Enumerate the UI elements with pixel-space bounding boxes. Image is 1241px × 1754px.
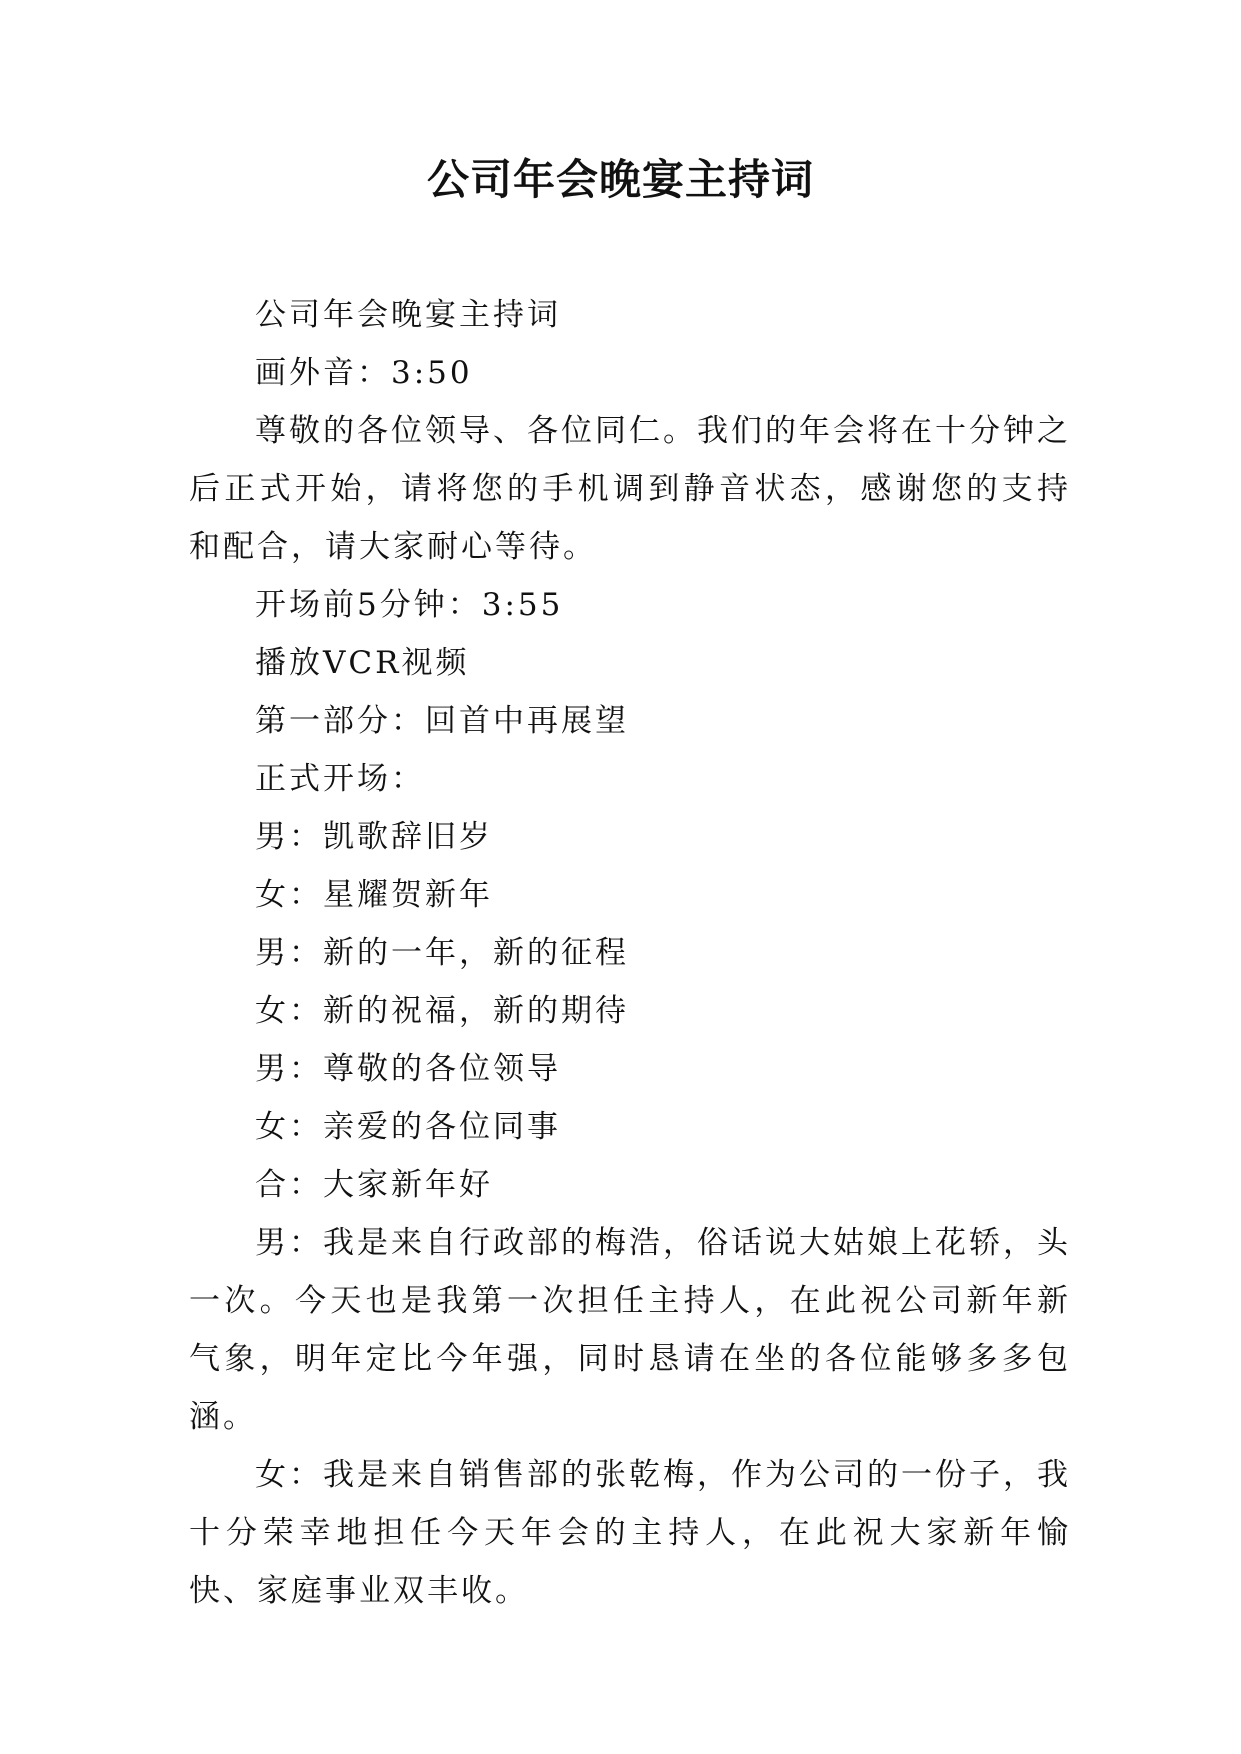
paragraph: 公司年会晚宴主持词: [255, 297, 561, 333]
paragraph: 男：凯歌辞旧岁: [255, 819, 493, 855]
paragraph: 开场前5分钟：3:55: [255, 587, 564, 623]
paragraph: 女：亲爱的各位同事: [255, 1109, 561, 1145]
paragraph: 女：我是来自销售部的张乾梅，作为公司的一份子，我十分荣幸地担任今天年会的主持人，在此祝大家新年愉快、家庭事业双丰收。: [189, 1457, 1071, 1609]
paragraph: 尊敬的各位领导、各位同仁。我们的年会将在十分钟之后正式开始，请将您的手机调到静音状态，感谢您的支持和配合，请大家耐心等待。: [189, 413, 1071, 565]
paragraph: 合：大家新年好: [255, 1167, 493, 1203]
paragraph: 男：尊敬的各位领导: [255, 1051, 561, 1087]
paragraph: 男：我是来自行政部的梅浩，俗话说大姑娘上花轿，头一次。今天也是我第一次担任主持人，在此祝公司新年新气象，明年定比今年强，同时恳请在坐的各位能够多多包涵。: [189, 1225, 1071, 1435]
paragraph: 正式开场：: [255, 761, 425, 797]
paragraph: 女：星耀贺新年: [255, 877, 493, 913]
paragraph: 播放VCR视频: [255, 645, 470, 681]
paragraph: 第一部分：回首中再展望: [255, 703, 629, 739]
document-body: [189, 286, 1071, 1620]
paragraph: 男：新的一年，新的征程: [255, 935, 629, 971]
paragraph: 女：新的祝福，新的期待: [255, 993, 629, 1029]
paragraph: 画外音：3:50: [255, 355, 473, 391]
document-title: 公司年会晚宴主持词: [426, 155, 814, 204]
